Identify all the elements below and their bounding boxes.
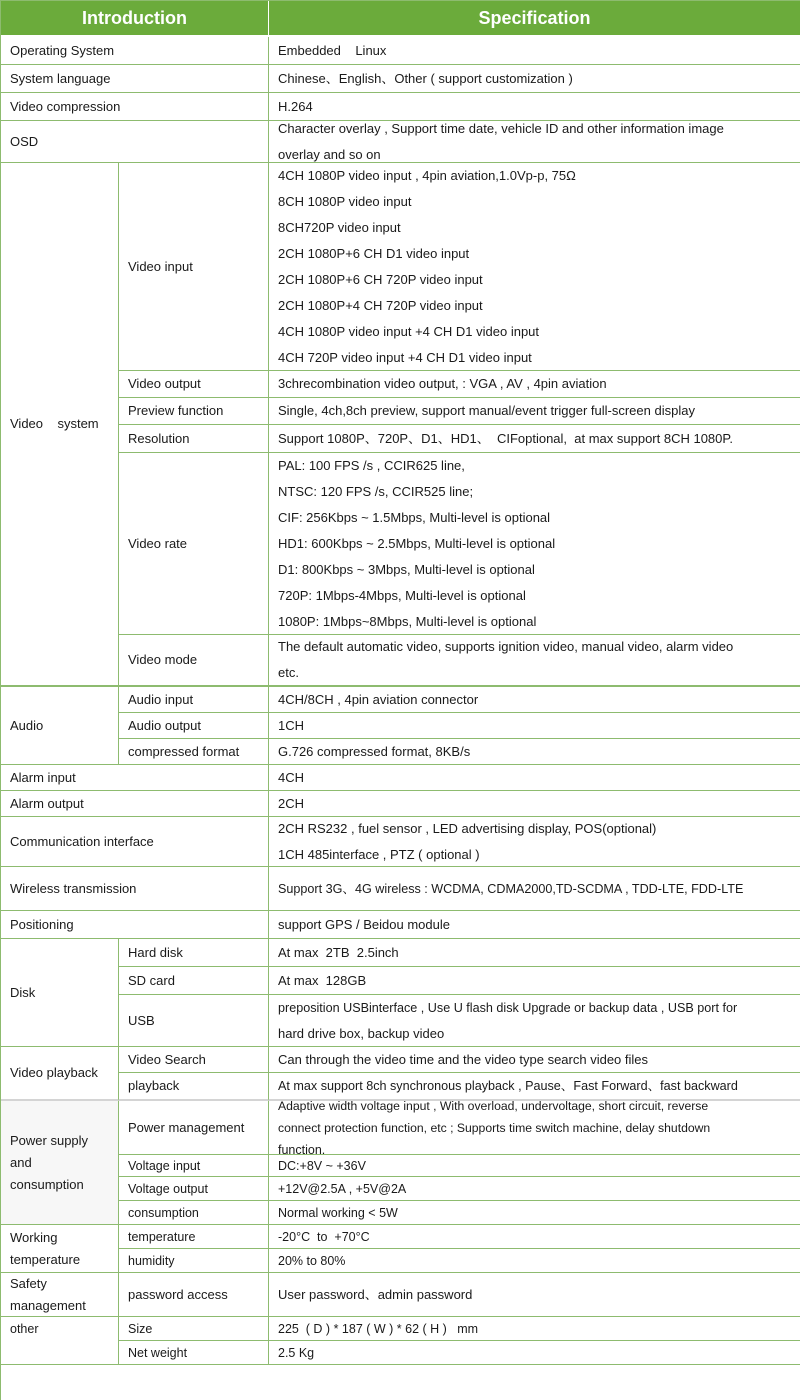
- value-operating-system: Embedded Linux: [269, 37, 800, 65]
- value-wireless-transmission: Support 3G、4G wireless : WCDMA, CDMA2000,TD-SCDMA , TDD-LTE, FDD-LTE: [269, 867, 800, 911]
- label-video-input: Video input: [119, 163, 269, 371]
- label-hard-disk: Hard disk: [119, 939, 269, 967]
- value-audio-input: 4CH/8CH , 4pin aviation connector: [269, 687, 800, 713]
- value-consumption: Normal working < 5W: [269, 1201, 800, 1225]
- label-voltage-output: Voltage output: [119, 1177, 269, 1201]
- label-password-access: password access: [119, 1273, 269, 1317]
- group-other: other: [1, 1317, 119, 1365]
- label-audio-input: Audio input: [119, 687, 269, 713]
- group-power-supply: Power supply and consumption: [1, 1101, 119, 1225]
- value-positioning: support GPS / Beidou module: [269, 911, 800, 939]
- value-hard-disk: At max 2TB 2.5inch: [269, 939, 800, 967]
- label-humidity: humidity: [119, 1249, 269, 1273]
- label-compressed-format: compressed format: [119, 739, 269, 765]
- value-temperature: -20°C to +70°C: [269, 1225, 800, 1249]
- header-introduction: Introduction: [1, 1, 269, 37]
- value-password-access: User password、admin password: [269, 1273, 800, 1317]
- group-safety-management: Safety management: [1, 1273, 119, 1317]
- label-osd: OSD: [1, 121, 269, 163]
- label-usb: USB: [119, 995, 269, 1047]
- label-sd-card: SD card: [119, 967, 269, 995]
- group-video-playback: Video playback: [1, 1047, 119, 1101]
- label-net-weight: Net weight: [119, 1341, 269, 1365]
- label-operating-system: Operating System: [1, 37, 269, 65]
- value-resolution: Support 1080P、720P、D1、HD1、 CIFoptional, at max support 8CH 1080P.: [269, 425, 800, 453]
- value-preview-function: Single, 4ch,8ch preview, support manual/event trigger full-screen display: [269, 398, 800, 425]
- value-usb: preposition USBinterface , Use U flash disk Upgrade or backup data , USB port for hard drive box, backup video: [269, 995, 800, 1047]
- label-audio-output: Audio output: [119, 713, 269, 739]
- label-video-mode: Video mode: [119, 635, 269, 687]
- value-alarm-input: 4CH: [269, 765, 800, 791]
- value-video-input: 4CH 1080P video input , 4pin aviation,1.0Vp-p, 75Ω 8CH 1080P video input 8CH720P video input 2CH 1080P+6 CH D1 video input 2CH 1080P+6 CH 720P video input 2CH 1080P+4 CH 720P video input 4CH 1080P video input +4 CH D1 video input 4CH 720P video input +4 CH D1 video input: [269, 163, 800, 371]
- label-alarm-input: Alarm input: [1, 765, 269, 791]
- value-audio-output: 1CH: [269, 713, 800, 739]
- label-communication-interface: Communication interface: [1, 817, 269, 867]
- group-audio: Audio: [1, 687, 119, 765]
- label-positioning: Positioning: [1, 911, 269, 939]
- label-temperature: temperature: [119, 1225, 269, 1249]
- value-compressed-format: G.726 compressed format, 8KB/s: [269, 739, 800, 765]
- label-alarm-output: Alarm output: [1, 791, 269, 817]
- label-video-rate: Video rate: [119, 453, 269, 635]
- group-video-system: Video system: [1, 163, 119, 687]
- value-size: 225 ( D ) * 187 ( W ) * 62 ( H ) mm: [269, 1317, 800, 1341]
- group-disk: Disk: [1, 939, 119, 1047]
- header-specification: Specification: [269, 1, 800, 37]
- label-preview-function: Preview function: [119, 398, 269, 425]
- value-video-compression: H.264: [269, 93, 800, 121]
- value-system-language: Chinese、English、Other ( support customization ): [269, 65, 800, 93]
- value-video-rate: PAL: 100 FPS /s , CCIR625 line, NTSC: 120 FPS /s, CCIR525 line; CIF: 256Kbps ~ 1.5Mbps, Multi-level is optional HD1: 600Kbps ~ 2.5Mbps, Multi-level is optional D1: 800Kbps ~ 3Mbps, Multi-level is optional 720P: 1Mbps-4Mbps, Multi-level is optional 1080P: 1Mbps~8Mbps, Multi-level is optional: [269, 453, 800, 635]
- value-communication-interface: 2CH RS232 , fuel sensor , LED advertising display, POS(optional) 1CH 485interface , PTZ ( optional ): [269, 817, 800, 867]
- value-sd-card: At max 128GB: [269, 967, 800, 995]
- value-video-search: Can through the video time and the video type search video files: [269, 1047, 800, 1073]
- label-playback: playback: [119, 1073, 269, 1101]
- value-humidity: 20% to 80%: [269, 1249, 800, 1273]
- label-video-search: Video Search: [119, 1047, 269, 1073]
- value-power-management: Adaptive width voltage input , With overload, undervoltage, short circuit, reverse connect protection function, etc ; Supports time switch machine, delay shutdown function.: [269, 1101, 800, 1155]
- label-voltage-input: Voltage input: [119, 1155, 269, 1177]
- label-resolution: Resolution: [119, 425, 269, 453]
- value-osd: Character overlay , Support time date, vehicle ID and other information image overlay and so on: [269, 121, 800, 163]
- label-consumption: consumption: [119, 1201, 269, 1225]
- value-net-weight: 2.5 Kg: [269, 1341, 800, 1365]
- value-voltage-input: DC:+8V ~ +36V: [269, 1155, 800, 1177]
- value-alarm-output: 2CH: [269, 791, 800, 817]
- value-voltage-output: +12V@2.5A , +5V@2A: [269, 1177, 800, 1201]
- value-video-output: 3chrecombination video output, : VGA , AV , 4pin aviation: [269, 371, 800, 398]
- value-playback: At max support 8ch synchronous playback , Pause、Fast Forward、fast backward: [269, 1073, 800, 1101]
- label-wireless-transmission: Wireless transmission: [1, 867, 269, 911]
- label-video-output: Video output: [119, 371, 269, 398]
- label-system-language: System language: [1, 65, 269, 93]
- label-video-compression: Video compression: [1, 93, 269, 121]
- label-size: Size: [119, 1317, 269, 1341]
- label-power-management: Power management: [119, 1101, 269, 1155]
- value-video-mode: The default automatic video, supports ignition video, manual video, alarm video etc.: [269, 635, 800, 687]
- group-working-temperature: Working temperature: [1, 1225, 119, 1273]
